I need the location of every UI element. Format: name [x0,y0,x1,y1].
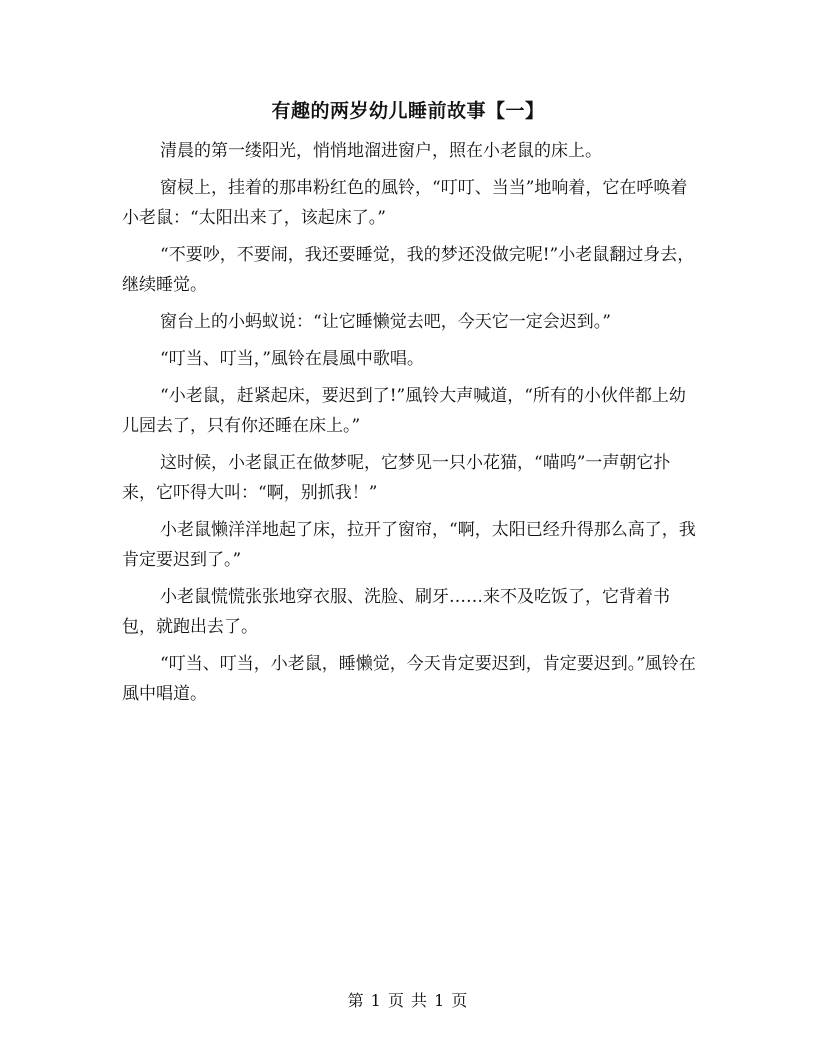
paragraph: “叮当、叮当，小老鼠，睡懒觉，今天肯定要迟到，肯定要迟到。”風铃在風中唱道。 [122,654,696,704]
paragraph: “叮当、叮当，”風铃在晨風中歌唱。 [160,349,424,369]
document-body [122,136,698,716]
paragraph: 小老鼠慌慌张张地穿衣服、洗脸、刷牙……来不及吃饭了，它背着书包，就跑出去了。 [122,587,670,637]
paragraph: 小老鼠懒洋洋地起了床，拉开了窗帘，“啊，太阳已经升得那么高了，我肯定要迟到了。” [122,520,696,570]
paragraph: 窗棂上，挂着的那串粉红色的風铃，“叮叮、当当”地响着，它在呼唤着小老鼠：“太阳出来了，该起床了。” [122,178,688,228]
paragraph: 清晨的第一缕阳光，悄悄地溜进窗户，照在小老鼠的床上。 [160,141,602,161]
paragraph: 这时候，小老鼠正在做梦呢，它梦见一只小花猫，“喵呜”一声朝它扑来，它吓得大叫：“啊，别抓我！” [122,453,671,503]
page-number-footer: 第 1 页 共 1 页 [347,991,469,1010]
paragraph: “不要吵，不要闹，我还要睡觉，我的梦还没做完呢!”小老鼠翻过身去，继续睡觉。 [122,245,695,295]
document-title: 有趣的两岁幼儿睡前故事【一】 [271,100,545,122]
paragraph: “小老鼠，赶紧起床，要迟到了!”風铃大声喊道，“所有的小伙伴都上幼儿园去了，只有你还睡在床上。” [122,386,686,436]
paragraph: 窗台上的小蚂蚁说：“让它睡懒觉去吧，今天它一定会迟到。” [160,312,611,332]
